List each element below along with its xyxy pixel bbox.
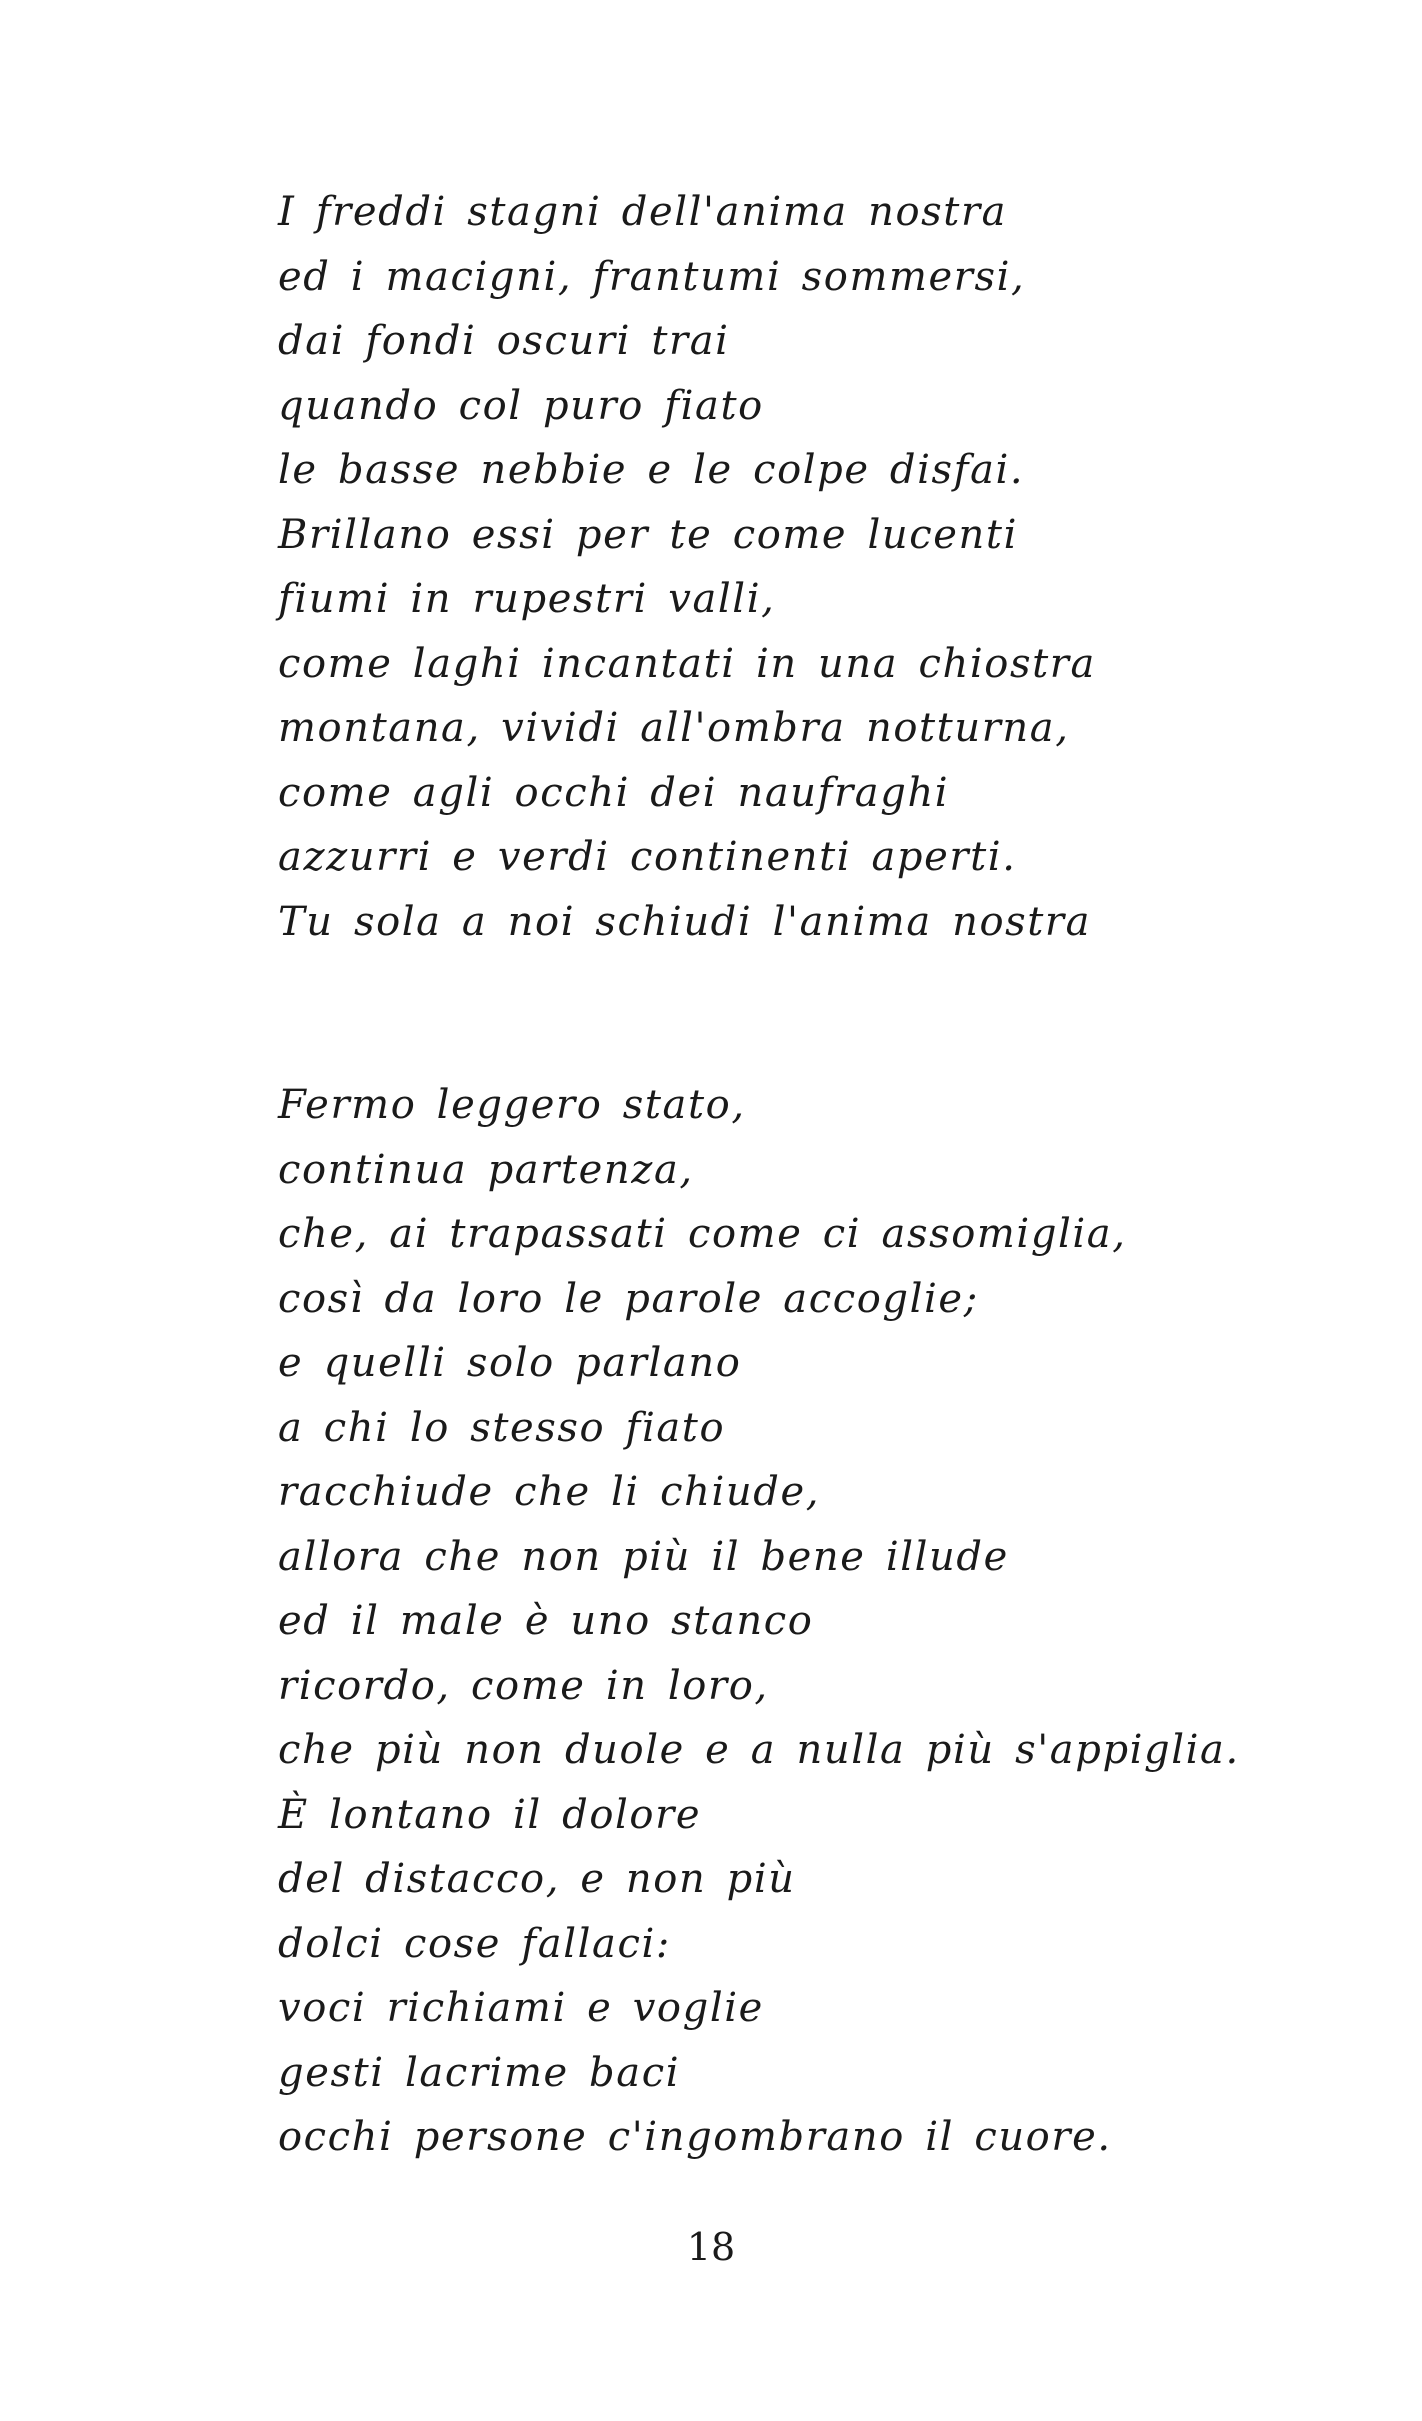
verse-line: ricordo, come in loro, [278,1662,769,1709]
verse-line: azzurri e verdi continenti aperti. [278,834,1017,880]
verse-line: Tu sola a noi schiudi l'anima nostra [278,898,1092,945]
verse-line: racchiude che li chiude, [278,1469,821,1515]
verse-line: ed i macigni, frantumi sommersi, [278,253,1026,300]
verse-line: I freddi stagni dell'anima nostra [278,189,1008,235]
page-number: 18 [686,2225,736,2269]
verse-line: dolci cose fallaci: [278,1920,671,1967]
verse-line: gesti lacrime baci [278,2049,681,2096]
verse-line: continua partenza, [278,1146,694,1193]
poem-stanza-2 [278,1073,1240,2170]
verse-line: occhi persone c'ingombrano il cuore. [278,2114,1112,2160]
verse-line: le basse nebbie e le colpe disfai. [278,447,1025,493]
poem-stanza-1 [278,180,1096,954]
verse-line: Brillano essi per te come lucenti [278,511,1018,558]
verse-line: fiumi in rupestri valli, [278,576,776,622]
verse-line: come laghi incantati in una chiostra [278,640,1096,687]
verse-line: che più non duole e a nulla più s'appiglia. [278,1727,1240,1773]
verse-line: del distacco, e non più [278,1856,796,1902]
verse-line: montana, vividi all'ombra notturna, [278,705,1070,751]
verse-line: È lontano il dolore [278,1791,702,1838]
verse-line: Fermo leggero stato, [278,1082,746,1128]
verse-line: a chi lo stesso fiato [278,1404,726,1451]
verse-line: e quelli solo parlano [278,1340,742,1386]
verse-line: quando col puro fiato [278,382,764,429]
verse-line: come agli occhi dei naufraghi [278,769,950,816]
verse-line: allora che non più il bene illude [278,1533,1009,1580]
verse-line: che, ai trapassati come ci assomiglia, [278,1211,1127,1257]
verse-line: dai fondi oscuri trai [278,318,730,364]
verse-line: voci richiami e voglie [278,1985,764,2031]
verse-line: ed il male è uno stanco [278,1598,814,1644]
verse-line: così da loro le parole accoglie; [278,1275,979,1322]
